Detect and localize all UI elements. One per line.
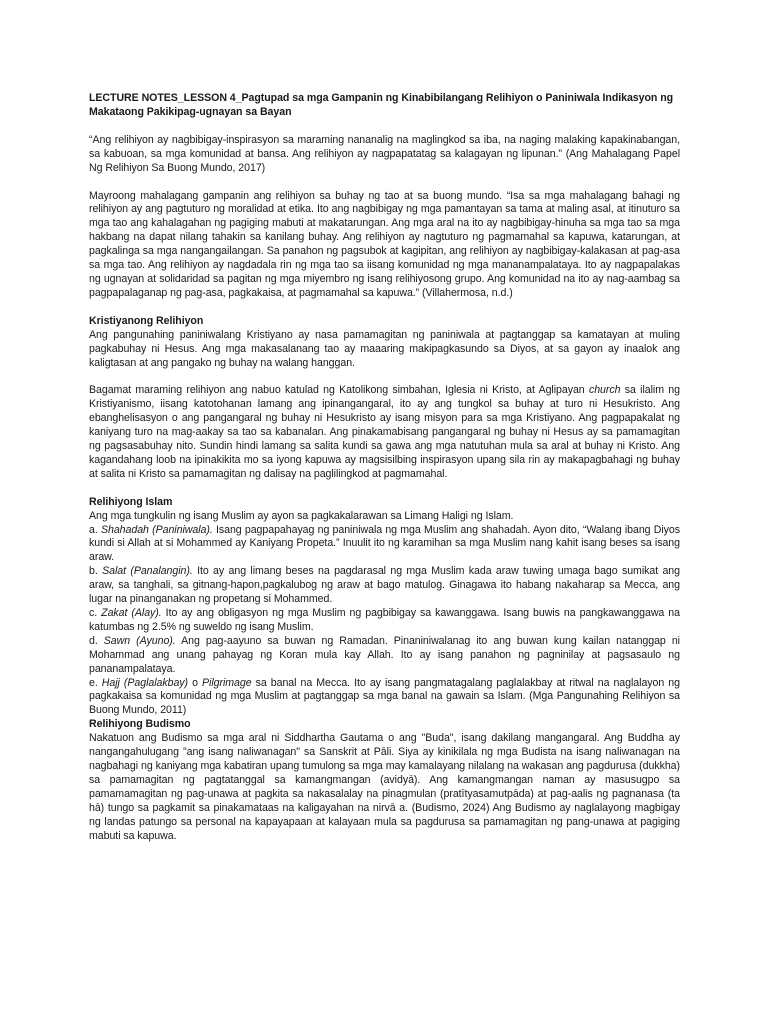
pillar-term: Zakat (Alay).	[101, 607, 162, 619]
budismo-paragraph: Nakatuon ang Budismo sa mga aral ni Siddhartha Gautama o ang "Buda", isang dakilang mangangaral. Ang Buddha ay nangangahulugang "ang isang naliwanagan" sa Sanskrit at Pāli. Siya ay kinikilala ng mga Budista na isang naliwanagan na nagbahagi ng kaniyang mga kabatiran upang tumulong sa mga may kamalayang nilalang na wakasan ang pagdurusa (dukkha) sa pamamagitan ng pagtatanggal sa kamangmangan (avidyā). Ang kamangmangan naman ay masusugpo sa pamamamagitan ng pag-unawa at pagkita sa nakasalalay na pinagmulan (pratītyasamutpāda) at pag-aalis ng pagnanasa (ta hā) tungo sa pagkamit sa pinakamataas na kaligayahan na nirvā a. (Budismo, 2024) Ang Budismo ay naglalayong magbigay ng landas patungo sa personal na kapayapaan at kalayaan mula sa pagdurusa sa pamamagitan ng pang-unawa at pagiging mabuti sa kapuwa.	[89, 732, 680, 842]
section-heading-islam: Relihiyong Islam	[89, 495, 173, 508]
opening-quote: “Ang relihiyon ay nagbibigay-inspirasyon sa maraming nananalig na maglingkod sa iba, na naging malaking kapakinabangan, sa kabuoan, sa mga komunidad at bansa. Ang relihiyon ay nagpapatatag sa kalagayan ng lipunan.” (Ang Mahalagang Papel Ng Relihiyon Sa Buong Mundo, 2017)	[89, 133, 680, 174]
kristiyano-paragraph-2-end: sa ilalim ng Kristiyanismo, iisang katotohanan lamang ang ipinangangaral, ito ay ang tungkol sa buhay at turo ni Hesukristo. Ang ebanghelisasyon o ang pangangaral ng buhay ni Hesukristo ay isang misyon para sa mga Kristiyano. Ang pagpapakalat ng kaniyang turo na mag-aakay sa tao sa kabanalan. Ang pinakamabisang pangangaral ng buhay ni Hesus ay sa pamamagitan ng pagsasabuhay nito. Sundin hindi lamang sa salita kundi sa gawa ang mga natutuhan mula sa aral at buhay ni Kristo. Ang kagandahang loob na ipinakikita mo sa iyong kapuwa ay magsisilbing inspirasyon upang sila rin ay makapagbahagi ng buhay at salita ni Kristo sa pamamagitan ng dalisay na paglilingkod at pagmamahal.	[89, 384, 680, 480]
list-marker: a.	[89, 523, 101, 536]
pillar-text: sa banal na Mecca. Ito ay isang pangmatagalang paglalakbay at ritwal na naglalayon ng pagkakaisa sa komunidad ng mga Muslim at pagtanggap sa mga banal na gawain sa Islam. (Mga Pangunahing Relihiyon sa Buong Mundo, 2011)	[89, 676, 680, 717]
islam-pillar-zakat	[89, 607, 680, 635]
kristiyano-church-term: church	[588, 384, 621, 397]
section-heading-kristiyano: Kristiyanong Relihiyon	[89, 314, 204, 327]
list-marker: b.	[89, 565, 103, 578]
list-marker: e.	[89, 676, 102, 689]
kristiyano-paragraph-2	[89, 384, 680, 481]
pillar-text: Isang pagpapahayag ng paniniwala ng mga Muslim ang shahadah. Ayon dito, “Walang ibang Diyos kundi si Allah at si Mohammed ay Kaniyang Propeta.” Inuulit ito ng karamihan sa mga Muslim nang kahit isang beses sa isang araw.	[89, 523, 680, 564]
pillar-term: Shahadah (Paniniwala).	[100, 523, 213, 536]
islam-pillar-shahadah	[89, 524, 680, 566]
pillar-text: Ang pag-aayuno sa buwan ng Ramadan. Pinaniniwalanag ito ang buwan kung kailan natanggap ni Mohammad ang unang pahayag ng Koran mula kay Allah. Ito ay isang panahon ng pagninilay at pagsasaulo ng pananampalataya.	[89, 634, 680, 675]
page-title: LECTURE NOTES_LESSON 4_Pagtupad sa mga Gampanin ng Kinabibilangang Relihiyon o Paniniwala Indikasyon ng Makataong Pakikipag-ugnayan sa Bayan	[89, 92, 674, 118]
intro-paragraph: Mayroong mahalagang gampanin ang relihiyon sa buhay ng tao at sa buong mundo. “Isa sa mga mahalagang bahagi ng relihiyon ay ang pagtuturo ng moralidad at etika. Ito ang nagbibigay ng mga pamantayan sa tama at maling asal, at itinuturo sa mga tao ang kahalagahan ng pagiging mabuti at makatarungan. Ang mga aral na ito ay nagbibigay-hinuha sa mga tao sa mga hakbang na dapat nilang tahakin sa kanilang buhay. Ang relihiyon ay nagtuturo ng pagmamahal sa kapuwa, katarungan, at pagkalinga sa mga nangangailangan. Sa panahon ng pagsubok at kagipitan, ang relihiyon ay nagbibigay-kalakasan at pag-asa sa mga tao. Ang relihiyon ay nagdadala rin ng mga tao sa iisang komunidad ng mga mananampalataya. Ito ay nagpapalakas ng ugnayan at solidaridad sa pagitan ng mga miyembro ng isang relihiyosong grupo. Ang komunidad na ito ay nag-aambag sa pagpapalaganap ng pag-asa, pagkakaisa, at pagmamahal sa kapuwa.” (Villahermosa, n.d.)	[89, 189, 680, 299]
pillar-term: Hajj (Paglalakbay)	[101, 676, 189, 689]
islam-intro: Ang mga tungkulin ng isang Muslim ay ayon sa pagkakalarawan sa Limang Haligi ng Islam.	[89, 509, 514, 522]
kristiyano-paragraph-1: Ang pangunahing paniniwalang Kristiyano ay nasa pamamagitan ng paniniwala at pagtanggap sa kamatayan at muling pagkabuhay ni Hesus. Ang mga makasalanang tao ay maaaring makipagkasundo sa Diyos, at sa gayon ay inaalok ang kaligtasan at ang pangako ng buhay na walang hanggan.	[89, 328, 680, 369]
list-marker: c.	[89, 607, 102, 619]
pillar-term: Salat (Panalangin).	[102, 565, 193, 578]
pillar-text: Ito ay ang obligasyon ng mga Muslim ng pagbibigay sa kawanggawa. Isang buwis na pangkawanggawa na katumbas ng 2.5% ng suweldo ng isang Muslim.	[89, 607, 680, 633]
islam-pillar-sawn	[89, 635, 680, 677]
islam-pillar-hajj	[89, 677, 680, 719]
pillar-text: Ito ay ang limang beses na pagdarasal ng mga Muslim kada araw tuwing umaga bago sumikat ang araw, sa tanghali, sa gitnang-hapon,pagkalubog ng araw at bago matulog. Ginagawa ito habang nakaharap sa Mecca, ang lugar na pinanganakan ng propetang si Mohammed.	[89, 565, 680, 606]
list-marker: d.	[89, 634, 104, 647]
pillar-connector: o	[188, 676, 202, 689]
pillar-term: Sawn (Ayuno).	[103, 634, 176, 647]
kristiyano-paragraph-2-start: Bagamat maraming relihiyon ang nabuo katulad ng Katolikong simbahan, Iglesia ni Kristo, at Aglipayan	[89, 384, 589, 397]
islam-pillar-salat	[89, 565, 680, 607]
pillar-term-2: Pilgrimage	[202, 676, 252, 689]
section-heading-budismo: Relihiyong Budismo	[89, 718, 191, 731]
